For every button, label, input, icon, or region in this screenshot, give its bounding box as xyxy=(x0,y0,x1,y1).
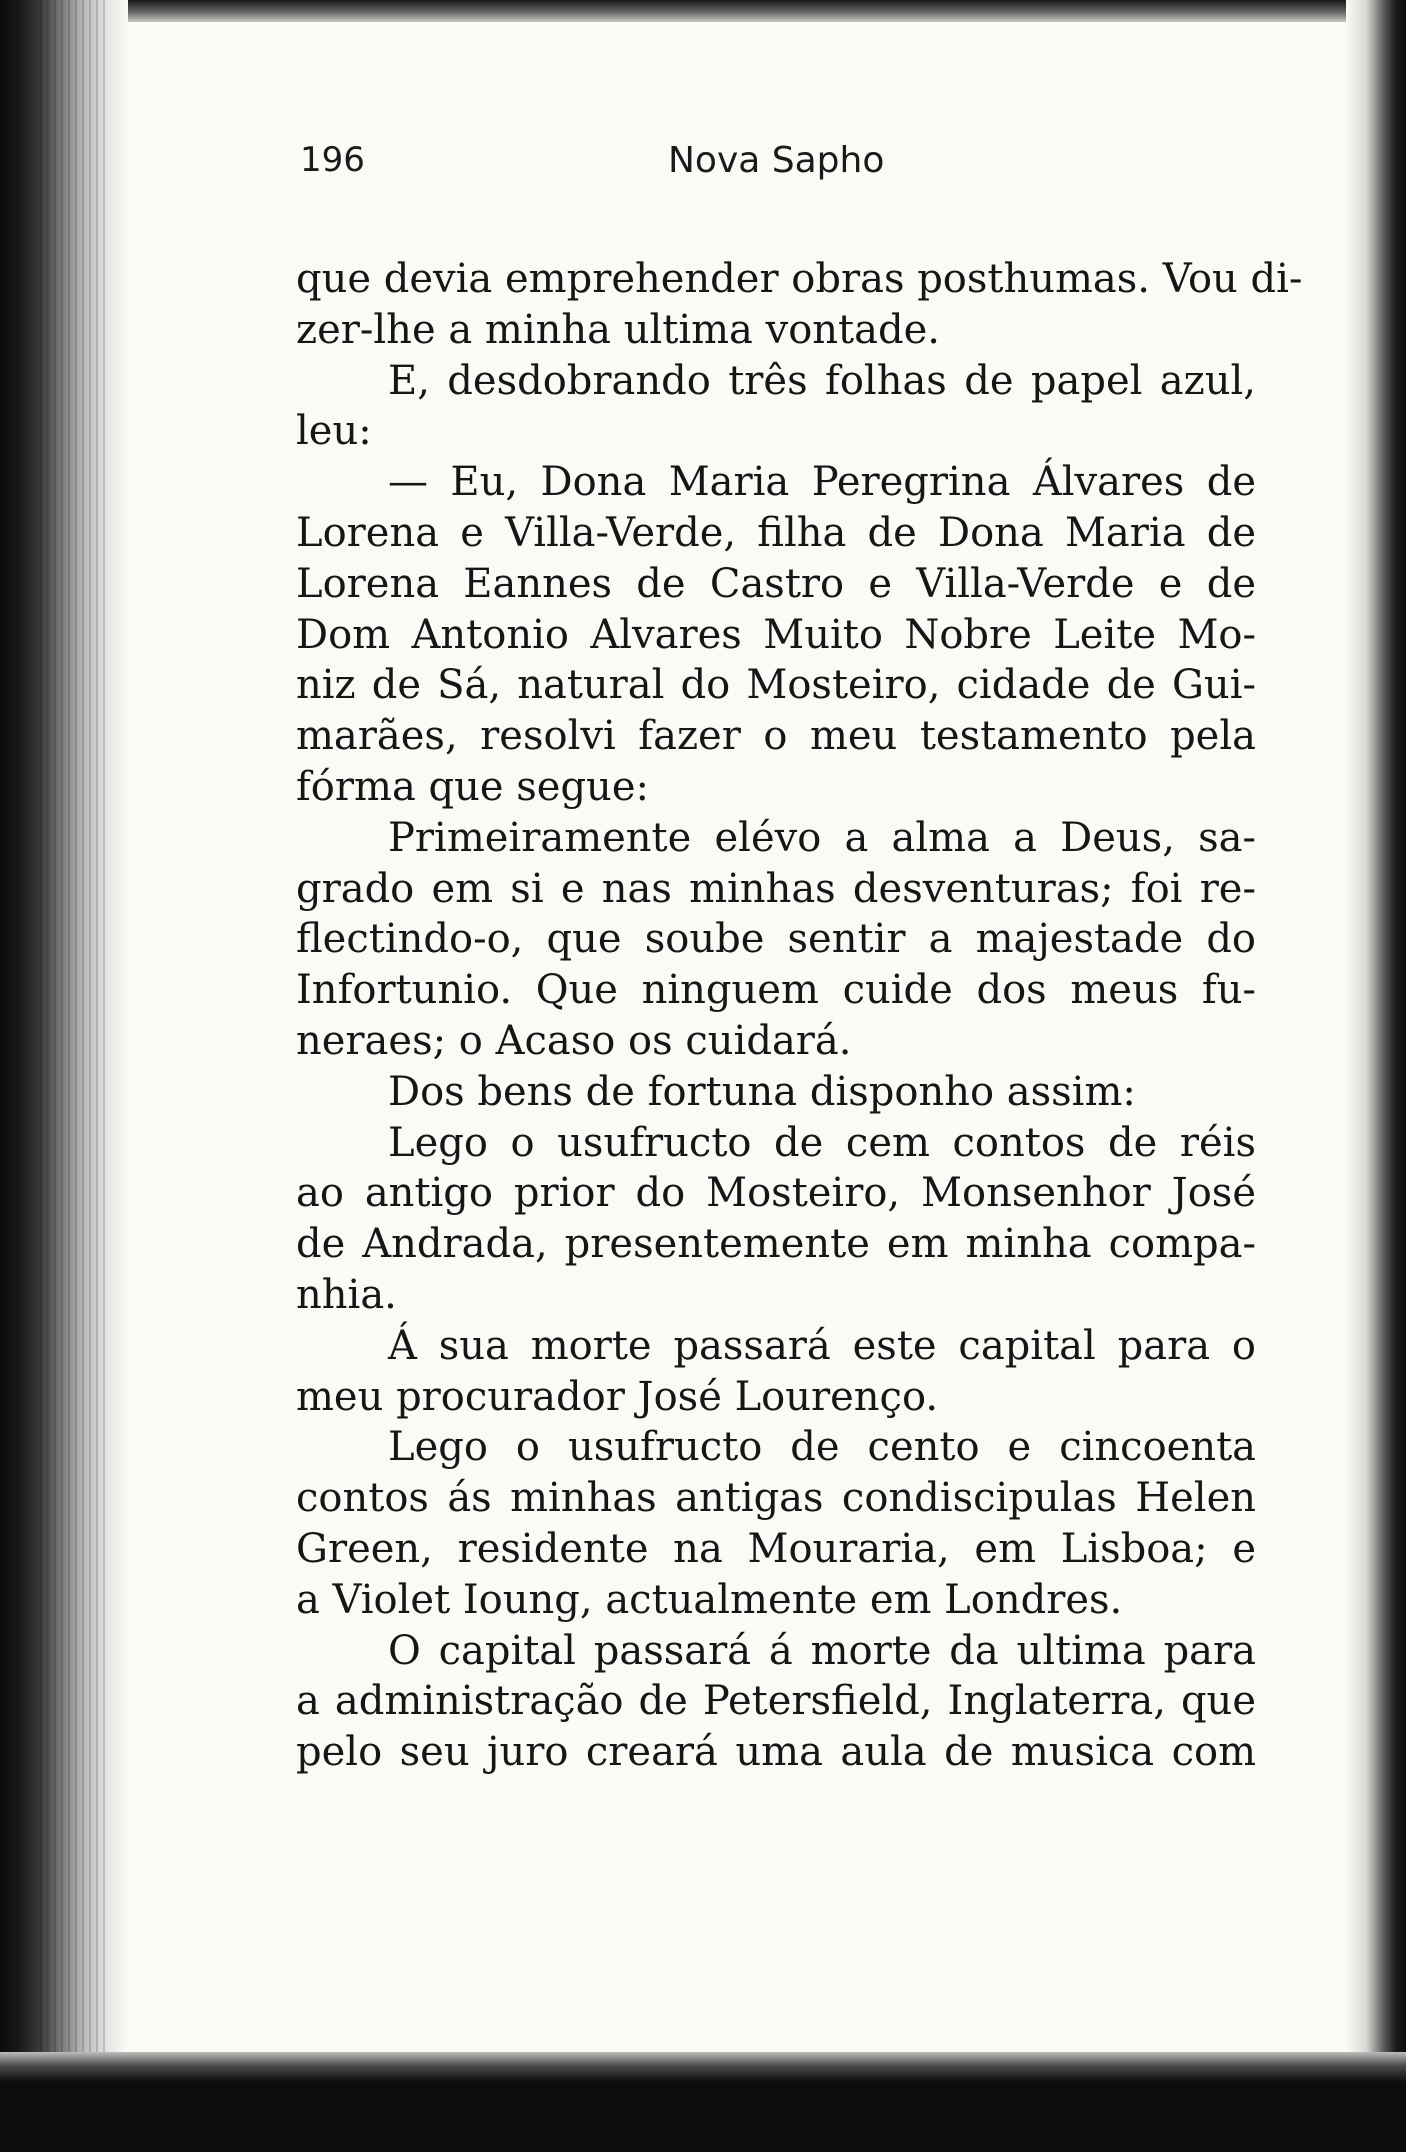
text-line: Dom Antonio Alvares Muito Nobre Leite Mo- xyxy=(296,611,1256,658)
text-line: E, desdobrando três folhas de papel azul, xyxy=(388,357,1256,404)
text-line: Dos bens de fortuna disponho assim: xyxy=(388,1068,1136,1115)
running-head xyxy=(300,140,1300,200)
text-line: niz de Sá, natural do Mosteiro, cidade de Gui- xyxy=(296,662,1256,709)
text-line: pelo seu juro creará uma aula de musica com xyxy=(296,1729,1256,1776)
text-line: Lego o usufructo de cem contos de réis xyxy=(388,1119,1256,1166)
text-line: flectindo-o, que soube sentir a majestade do xyxy=(296,916,1256,963)
text-line: nhia. xyxy=(296,1271,397,1318)
text-line: fórma que segue: xyxy=(296,763,649,810)
text-line: ao antigo prior do Mosteiro, Monsenhor José xyxy=(296,1170,1256,1217)
body-text xyxy=(296,254,1303,1778)
text-line: Infortunio. Que ninguem cuide dos meus fu- xyxy=(296,967,1256,1014)
page-number: 196 xyxy=(300,140,365,180)
text-line: Á sua morte passará este capital para o xyxy=(388,1322,1256,1369)
text-line: meu procurador José Lourenço. xyxy=(296,1373,939,1420)
text-line: leu: xyxy=(296,408,372,455)
text-line: a Violet Ioung, actualmente em Londres. xyxy=(296,1576,1123,1623)
text-line: contos ás minhas antigas condiscipulas Helen xyxy=(296,1475,1256,1522)
scan-right-edge xyxy=(1346,0,1406,2152)
text-line: Green, residente na Mouraria, em Lisboa; e xyxy=(296,1525,1256,1572)
scan-top-edge xyxy=(0,0,1406,22)
book-binding-gutter xyxy=(0,0,128,2152)
text-line: Lorena e Villa-Verde, filha de Dona Maria de xyxy=(296,509,1256,556)
text-line: Lego o usufructo de cento e cincoenta xyxy=(388,1424,1256,1471)
text-line: — Eu, Dona Maria Peregrina Álvares de xyxy=(388,459,1256,506)
text-line: marães, resolvi fazer o meu testamento pela xyxy=(296,713,1256,760)
text-line: de Andrada, presentemente em minha compa- xyxy=(296,1221,1256,1268)
text-line: Lorena Eannes de Castro e Villa-Verde e de xyxy=(296,560,1256,607)
scan-bottom-edge xyxy=(0,2052,1406,2152)
running-title: Nova Sapho xyxy=(668,140,885,181)
text-line: grado em si e nas minhas desventuras; foi re- xyxy=(296,865,1256,912)
text-line: zer-lhe a minha ultima vontade. xyxy=(296,306,940,353)
text-line: a administração de Petersfield, Inglaterra, que xyxy=(296,1678,1256,1725)
text-line: O capital passará á morte da ultima para xyxy=(388,1627,1256,1674)
text-line: Primeiramente elévo a alma a Deus, sa- xyxy=(388,814,1256,861)
text-line: neraes; o Acaso os cuidará. xyxy=(296,1017,852,1064)
text-line: que devia emprehender obras posthumas. Vou di- xyxy=(296,256,1303,302)
